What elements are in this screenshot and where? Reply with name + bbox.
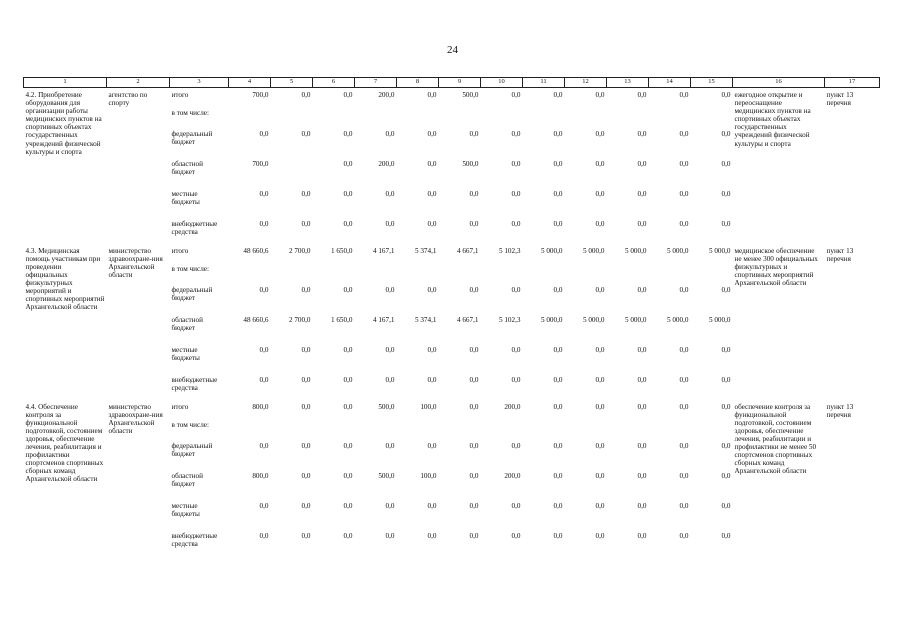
column-number-1: 1 xyxy=(24,78,107,88)
amount-cell: 0,0 xyxy=(679,189,689,198)
amount-cell: 0,0 xyxy=(637,345,647,354)
amount-cell: 0,0 xyxy=(427,531,437,540)
amount-cell: 0,0 xyxy=(301,91,311,99)
amount-cell: 0,0 xyxy=(679,91,689,99)
amount-cell: 0,0 xyxy=(511,501,521,510)
amount-cell xyxy=(523,109,565,130)
amount-cell xyxy=(271,421,313,442)
amount-cell: 0,0 xyxy=(343,531,353,540)
amount-cell: 0,0 xyxy=(553,219,563,228)
amount-cell: 0,0 xyxy=(469,402,479,411)
amount-cell: 4 167,1 xyxy=(372,246,395,255)
amount-cell: 0,0 xyxy=(511,159,521,168)
amount-cell: 0,0 xyxy=(427,219,437,228)
executor: министерство здравоохране-ния Архангельской области xyxy=(108,402,163,435)
amount-cell: 0,0 xyxy=(637,285,647,294)
funding-source-label: итого xyxy=(171,91,189,99)
amount-cell: 0,0 xyxy=(637,375,647,384)
amount-cell: 0,0 xyxy=(721,345,731,354)
amount-cell xyxy=(649,421,691,442)
amount-cell: 4 667,1 xyxy=(456,246,479,255)
amount-cell: 5 000,0 xyxy=(666,246,689,255)
amount-cell: 5 000,0 xyxy=(582,246,605,255)
amount-cell xyxy=(691,265,733,286)
amount-cell: 0,0 xyxy=(595,129,605,138)
amount-cell: 0,0 xyxy=(637,471,647,480)
amount-cell: 0,0 xyxy=(679,471,689,480)
amount-cell: 1 650,0 xyxy=(330,315,353,324)
amount-cell: 0,0 xyxy=(637,531,647,540)
activity-name: 4.4. Обеспечение контроля за функциональной подготовкой, состоянием здоровья, обеспечение лечения, реабилитация и профилактики спортсменов спортивных сборных команд Архангельской области xyxy=(25,402,104,484)
amount-cell: 0,0 xyxy=(637,402,647,411)
amount-cell: 0,0 xyxy=(469,375,479,384)
funding-source-label: областной бюджет xyxy=(171,315,203,332)
amount-cell: 0,0 xyxy=(301,219,311,228)
amount-cell: 0,0 xyxy=(385,285,395,294)
amount-cell: 0,0 xyxy=(721,129,731,138)
amount-cell xyxy=(481,421,523,442)
amount-cell: 0,0 xyxy=(301,531,311,540)
amount-cell: 0,0 xyxy=(427,129,437,138)
amount-cell: 0,0 xyxy=(259,441,269,450)
amount-cell: 0,0 xyxy=(721,501,731,510)
amount-cell: 0,0 xyxy=(343,129,353,138)
amount-cell xyxy=(649,109,691,130)
amount-cell xyxy=(313,421,355,442)
amount-cell: 0,0 xyxy=(427,375,437,384)
amount-cell: 0,0 xyxy=(259,501,269,510)
amount-cell: 0,0 xyxy=(637,501,647,510)
table-row xyxy=(24,88,880,109)
amount-cell: 0,0 xyxy=(385,375,395,384)
funding-source-label: итого xyxy=(171,246,189,255)
amount-cell: 0,0 xyxy=(469,501,479,510)
amount-cell xyxy=(523,265,565,286)
amount-cell: 0,0 xyxy=(679,402,689,411)
amount-cell: 0,0 xyxy=(469,219,479,228)
amount-cell: 0,0 xyxy=(553,189,563,198)
funding-source-label: в том числе: xyxy=(171,420,209,429)
amount-cell xyxy=(271,160,313,190)
amount-cell xyxy=(691,109,733,130)
amount-cell: 0,0 xyxy=(385,129,395,138)
amount-cell: 0,0 xyxy=(427,501,437,510)
amount-cell xyxy=(607,265,649,286)
amount-cell xyxy=(313,265,355,286)
funding-source-label: областной бюджет xyxy=(171,471,203,488)
amount-cell xyxy=(271,265,313,286)
funding-source-label: итого xyxy=(171,402,189,411)
amount-cell: 0,0 xyxy=(301,471,311,480)
amount-cell: 2 700,0 xyxy=(288,246,311,255)
amount-cell: 0,0 xyxy=(553,471,563,480)
amount-cell: 0,0 xyxy=(385,189,395,198)
table-row xyxy=(24,244,880,265)
funding-source-label: внебюджетные средства xyxy=(171,219,218,236)
amount-cell: 0,0 xyxy=(637,91,647,99)
amount-cell: 0,0 xyxy=(553,345,563,354)
table-row xyxy=(24,400,880,421)
amount-cell xyxy=(649,265,691,286)
amount-cell: 0,0 xyxy=(469,471,479,480)
column-number-13: 13 xyxy=(607,78,649,88)
amount-cell xyxy=(607,109,649,130)
amount-cell xyxy=(355,109,397,130)
amount-cell: 0,0 xyxy=(343,441,353,450)
amount-cell: 0,0 xyxy=(343,285,353,294)
reference: пункт 13 перечня xyxy=(826,91,854,108)
amount-cell: 0,0 xyxy=(343,375,353,384)
amount-cell: 0,0 xyxy=(721,531,731,540)
amount-cell: 5 374,1 xyxy=(414,315,437,324)
amount-cell: 0,0 xyxy=(637,441,647,450)
page-number: 24 xyxy=(447,44,458,56)
amount-cell: 0,0 xyxy=(301,285,311,294)
amount-cell: 2 700,0 xyxy=(288,315,311,324)
amount-cell: 0,0 xyxy=(721,219,731,228)
amount-cell: 200,0 xyxy=(504,402,521,411)
amount-cell: 0,0 xyxy=(679,375,689,384)
amount-cell: 0,0 xyxy=(511,219,521,228)
amount-cell: 0,0 xyxy=(721,402,731,411)
amount-cell xyxy=(691,421,733,442)
amount-cell xyxy=(439,109,481,130)
amount-cell xyxy=(355,421,397,442)
amount-cell: 0,0 xyxy=(595,159,605,168)
amount-cell: 0,0 xyxy=(553,501,563,510)
amount-cell: 0,0 xyxy=(427,345,437,354)
amount-cell: 0,0 xyxy=(553,91,563,99)
amount-cell xyxy=(229,265,271,286)
amount-cell: 0,0 xyxy=(595,531,605,540)
amount-cell: 0,0 xyxy=(343,501,353,510)
column-number-7: 7 xyxy=(355,78,397,88)
amount-cell: 0,0 xyxy=(553,159,563,168)
amount-cell: 0,0 xyxy=(637,129,647,138)
amount-cell: 0,0 xyxy=(427,159,437,168)
column-number-4: 4 xyxy=(229,78,271,88)
column-number-2: 2 xyxy=(107,78,170,88)
amount-cell: 500,0 xyxy=(378,471,395,480)
amount-cell: 0,0 xyxy=(679,219,689,228)
column-number-11: 11 xyxy=(523,78,565,88)
amount-cell: 0,0 xyxy=(595,441,605,450)
amount-cell: 0,0 xyxy=(469,441,479,450)
funding-source-label: федеральный бюджет xyxy=(171,285,213,302)
amount-cell xyxy=(229,421,271,442)
amount-cell: 0,0 xyxy=(511,189,521,198)
amount-cell: 0,0 xyxy=(427,91,437,99)
amount-cell: 0,0 xyxy=(259,189,269,198)
amount-cell: 0,0 xyxy=(301,441,311,450)
amount-cell: 0,0 xyxy=(301,129,311,138)
amount-cell: 0,0 xyxy=(595,285,605,294)
amount-cell: 0,0 xyxy=(679,159,689,168)
executor: министерство здравоохране-ния Архангельской области xyxy=(108,246,163,279)
amount-cell: 0,0 xyxy=(301,345,311,354)
amount-cell: 0,0 xyxy=(595,402,605,411)
amount-cell xyxy=(397,421,439,442)
column-number-12: 12 xyxy=(565,78,607,88)
amount-cell: 0,0 xyxy=(343,159,353,168)
amount-cell: 0,0 xyxy=(595,91,605,99)
amount-cell: 500,0 xyxy=(378,402,395,411)
amount-cell: 5 374,1 xyxy=(414,246,437,255)
amount-cell: 5 000,0 xyxy=(624,315,647,324)
column-number-8: 8 xyxy=(397,78,439,88)
amount-cell: 200,0 xyxy=(378,159,395,168)
amount-cell: 0,0 xyxy=(595,219,605,228)
amount-cell: 0,0 xyxy=(595,189,605,198)
amount-cell: 0,0 xyxy=(469,129,479,138)
amount-cell: 0,0 xyxy=(259,375,269,384)
amount-cell: 0,0 xyxy=(511,375,521,384)
amount-cell: 0,0 xyxy=(511,91,521,99)
amount-cell xyxy=(523,421,565,442)
column-number-3: 3 xyxy=(170,78,229,88)
amount-cell: 5 000,0 xyxy=(708,246,731,255)
funding-source-label: федеральный бюджет xyxy=(171,129,213,146)
amount-cell: 500,0 xyxy=(462,91,479,99)
column-number-row xyxy=(24,78,880,88)
amount-cell: 0,0 xyxy=(679,345,689,354)
amount-cell: 48 660,6 xyxy=(243,246,269,255)
amount-cell xyxy=(565,421,607,442)
activity-name: 4.2. Приобретение оборудования для организации работы медицинских пунктов на спортивных объектах государственных учреждений физической культуры и спорта xyxy=(25,91,102,156)
amount-cell: 0,0 xyxy=(553,531,563,540)
amount-cell: 0,0 xyxy=(511,531,521,540)
amount-cell: 100,0 xyxy=(420,402,437,411)
amount-cell: 0,0 xyxy=(469,285,479,294)
amount-cell: 800,0 xyxy=(252,402,269,411)
reference: пункт 13 перечня xyxy=(826,246,854,263)
amount-cell: 5 000,0 xyxy=(624,246,647,255)
amount-cell: 800,0 xyxy=(252,471,269,480)
amount-cell: 0,0 xyxy=(553,285,563,294)
funding-source-label: в том числе: xyxy=(171,108,209,117)
funding-source-label: внебюджетные средства xyxy=(171,531,218,548)
amount-cell: 48 660,6 xyxy=(243,315,269,324)
amount-cell: 0,0 xyxy=(343,471,353,480)
amount-cell: 0,0 xyxy=(721,159,731,168)
amount-cell: 0,0 xyxy=(511,441,521,450)
amount-cell: 0,0 xyxy=(343,91,353,99)
funding-source-label: областной бюджет xyxy=(171,159,203,176)
amount-cell: 0,0 xyxy=(385,501,395,510)
amount-cell: 0,0 xyxy=(385,219,395,228)
amount-cell: 0,0 xyxy=(511,345,521,354)
amount-cell: 0,0 xyxy=(637,159,647,168)
expected-result: медицинское обеспечение не менее 300 официальных физкультурных и спортивных мероприятий Архангельской области xyxy=(734,246,818,287)
amount-cell: 0,0 xyxy=(679,129,689,138)
amount-cell: 0,0 xyxy=(679,441,689,450)
amount-cell: 5 000,0 xyxy=(582,315,605,324)
amount-cell xyxy=(313,109,355,130)
amount-cell: 0,0 xyxy=(301,375,311,384)
amount-cell xyxy=(397,109,439,130)
amount-cell: 0,0 xyxy=(343,345,353,354)
amount-cell: 0,0 xyxy=(679,531,689,540)
column-number-16: 16 xyxy=(733,78,825,88)
amount-cell: 0,0 xyxy=(301,189,311,198)
amount-cell: 0,0 xyxy=(469,189,479,198)
amount-cell: 0,0 xyxy=(259,345,269,354)
amount-cell: 0,0 xyxy=(259,531,269,540)
amount-cell: 700,0 xyxy=(252,91,269,99)
amount-cell xyxy=(565,265,607,286)
amount-cell: 0,0 xyxy=(427,441,437,450)
amount-cell: 0,0 xyxy=(679,501,689,510)
amount-cell xyxy=(229,109,271,130)
amount-cell: 0,0 xyxy=(469,531,479,540)
amount-cell: 200,0 xyxy=(378,91,395,99)
column-number-6: 6 xyxy=(313,78,355,88)
budget-table xyxy=(23,77,880,556)
amount-cell: 700,0 xyxy=(252,159,269,168)
amount-cell: 0,0 xyxy=(721,189,731,198)
column-number-17: 17 xyxy=(825,78,880,88)
amount-cell: 0,0 xyxy=(721,285,731,294)
column-number-15: 15 xyxy=(691,78,733,88)
amount-cell: 0,0 xyxy=(679,285,689,294)
amount-cell: 0,0 xyxy=(259,219,269,228)
amount-cell: 4 667,1 xyxy=(456,315,479,324)
amount-cell: 0,0 xyxy=(595,375,605,384)
expected-result: обеспечение контроля за функциональной подготовкой, состоянием здоровья, обеспечение лечения, реабилитации и профилактики не менее 50 спортсменов спортивных сборных команд Архангельской области xyxy=(734,402,817,476)
amount-cell: 5 000,0 xyxy=(540,246,563,255)
expected-result: ежегодное открытие и переоснащение медицинских пунктов на спортивных объектах государственных учреждений физической культуры и спорта xyxy=(734,91,811,148)
amount-cell: 5 102,3 xyxy=(498,246,521,255)
funding-source-label: внебюджетные средства xyxy=(171,375,218,392)
amount-cell: 5 102,3 xyxy=(498,315,521,324)
amount-cell: 0,0 xyxy=(301,402,311,411)
amount-cell: 0,0 xyxy=(721,471,731,480)
amount-cell: 0,0 xyxy=(721,91,731,99)
amount-cell: 0,0 xyxy=(553,375,563,384)
amount-cell: 0,0 xyxy=(469,345,479,354)
amount-cell: 0,0 xyxy=(637,219,647,228)
amount-cell: 0,0 xyxy=(721,441,731,450)
amount-cell: 0,0 xyxy=(511,285,521,294)
amount-cell xyxy=(439,265,481,286)
amount-cell xyxy=(439,421,481,442)
amount-cell: 0,0 xyxy=(385,441,395,450)
amount-cell: 0,0 xyxy=(553,129,563,138)
column-number-10: 10 xyxy=(481,78,523,88)
amount-cell: 0,0 xyxy=(259,285,269,294)
funding-source-label: местные бюджеты xyxy=(171,501,200,518)
amount-cell xyxy=(355,265,397,286)
amount-cell xyxy=(565,109,607,130)
funding-source-label: федеральный бюджет xyxy=(171,441,213,458)
amount-cell: 0,0 xyxy=(259,129,269,138)
column-number-5: 5 xyxy=(271,78,313,88)
amount-cell: 0,0 xyxy=(595,501,605,510)
amount-cell: 0,0 xyxy=(511,129,521,138)
activity-name: 4.3. Медицинская помощь участникам при проведении официальных физкультурных мероприятий и спортивных мероприятий Архангельской области xyxy=(25,246,105,312)
amount-cell: 0,0 xyxy=(343,189,353,198)
amount-cell: 0,0 xyxy=(427,189,437,198)
amount-cell: 0,0 xyxy=(553,441,563,450)
amount-cell: 0,0 xyxy=(301,501,311,510)
column-number-9: 9 xyxy=(439,78,481,88)
amount-cell xyxy=(481,109,523,130)
funding-source-label: в том числе: xyxy=(171,264,209,273)
amount-cell: 0,0 xyxy=(385,531,395,540)
amount-cell: 0,0 xyxy=(385,345,395,354)
amount-cell: 500,0 xyxy=(462,159,479,168)
funding-source-label: местные бюджеты xyxy=(171,189,200,206)
amount-cell: 0,0 xyxy=(553,402,563,411)
amount-cell: 100,0 xyxy=(420,471,437,480)
amount-cell: 0,0 xyxy=(427,285,437,294)
amount-cell xyxy=(481,265,523,286)
amount-cell: 5 000,0 xyxy=(708,315,731,324)
amount-cell xyxy=(271,109,313,130)
amount-cell: 200,0 xyxy=(504,471,521,480)
amount-cell: 1 650,0 xyxy=(330,246,353,255)
amount-cell: 0,0 xyxy=(595,345,605,354)
executor: агентство по спорту xyxy=(108,91,148,108)
amount-cell: 5 000,0 xyxy=(666,315,689,324)
reference: пункт 13 перечня xyxy=(826,402,854,419)
amount-cell: 0,0 xyxy=(343,219,353,228)
amount-cell xyxy=(397,265,439,286)
amount-cell: 0,0 xyxy=(721,375,731,384)
amount-cell: 5 000,0 xyxy=(540,315,563,324)
amount-cell: 4 167,1 xyxy=(372,315,395,324)
amount-cell: 0,0 xyxy=(595,471,605,480)
amount-cell: 0,0 xyxy=(343,402,353,411)
funding-source-label: местные бюджеты xyxy=(171,345,200,362)
amount-cell: 0,0 xyxy=(637,189,647,198)
column-number-14: 14 xyxy=(649,78,691,88)
amount-cell xyxy=(607,421,649,442)
